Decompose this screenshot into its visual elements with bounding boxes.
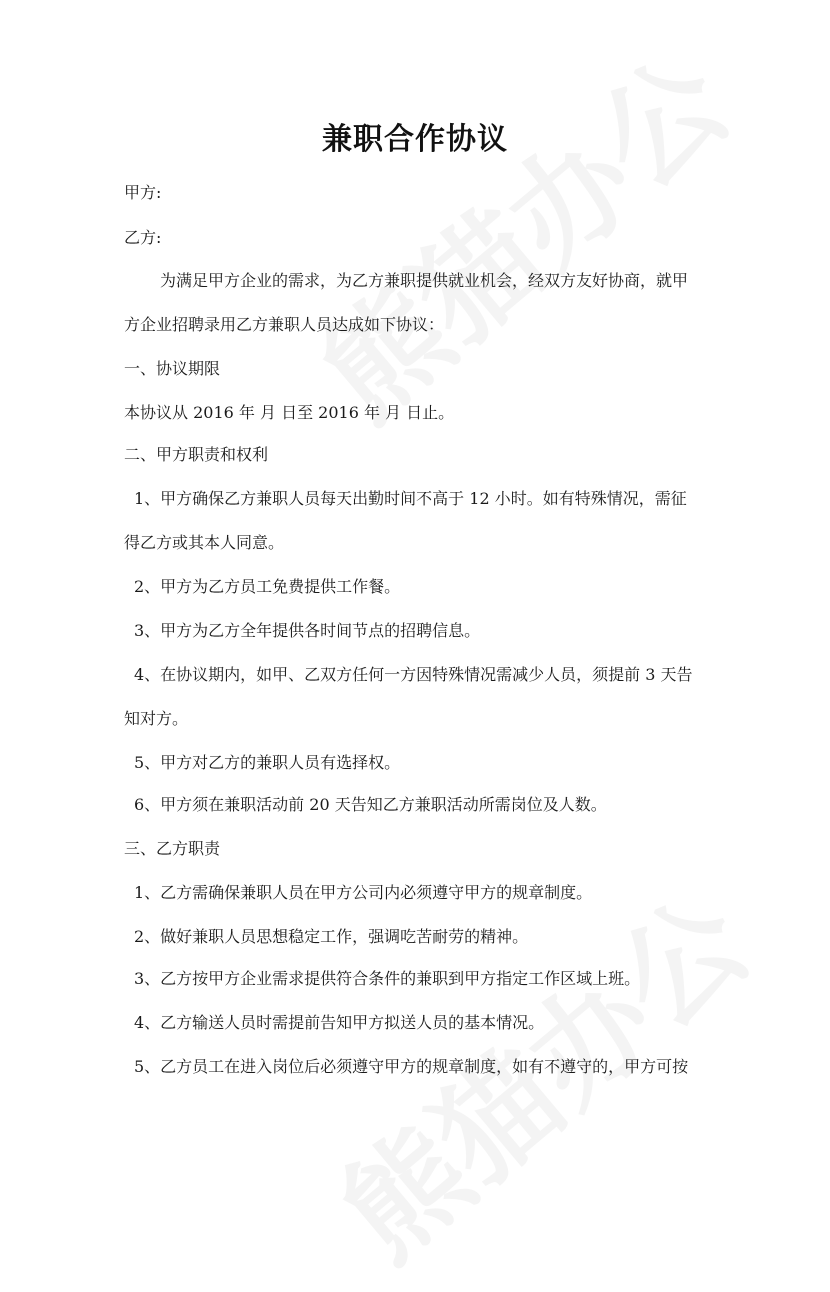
section-heading-1: 一、协议期限 xyxy=(124,359,221,378)
clause-line: 6、甲方须在兼职活动前 20 天告知乙方兼职活动所需岗位及人数。 xyxy=(134,795,607,814)
clause-line: 2、做好兼职人员思想稳定工作，强调吃苦耐劳的精神。 xyxy=(134,927,529,946)
clause-line: 3、乙方按甲方企业需求提供符合条件的兼职到甲方指定工作区域上班。 xyxy=(134,969,641,988)
intro-paragraph-line-1: 为满足甲方企业的需求，为乙方兼职提供就业机会，经双方友好协商，就甲 xyxy=(160,271,689,290)
party-b-label: 乙方: xyxy=(124,228,162,247)
clause-line: 3、甲方为乙方全年提供各时间节点的招聘信息。 xyxy=(134,621,481,640)
document-title: 兼职合作协议 xyxy=(322,122,508,157)
clause-line: 4、在协议期内，如甲、乙双方任何一方因特殊情况需减少人员，须提前 3 天告 xyxy=(134,665,693,684)
clause-line: 得乙方或其本人同意。 xyxy=(124,533,285,552)
section-heading-2: 二、甲方职责和权利 xyxy=(124,445,269,464)
intro-paragraph-line-2: 方企业招聘录用乙方兼职人员达成如下协议： xyxy=(124,315,445,334)
clause-line: 4、乙方输送人员时需提前告知甲方拟送人员的基本情况。 xyxy=(134,1013,545,1032)
party-a-label: 甲方: xyxy=(124,183,162,202)
agreement-term-line: 本协议从 2016 年 月 日至 2016 年 月 日止。 xyxy=(124,403,455,422)
clause-line: 1、乙方需确保兼职人员在甲方公司内必须遵守甲方的规章制度。 xyxy=(134,883,593,902)
clause-line: 5、乙方员工在进入岗位后必须遵守甲方的规章制度，如有不遵守的，甲方可按 xyxy=(134,1057,689,1076)
clause-line: 1、甲方确保乙方兼职人员每天出勤时间不高于 12 小时。如有特殊情况，需征 xyxy=(134,489,687,508)
clause-line: 知对方。 xyxy=(124,709,189,728)
clause-line: 5、甲方对乙方的兼职人员有选择权。 xyxy=(134,753,401,772)
clause-line: 2、甲方为乙方员工免费提供工作餐。 xyxy=(134,577,401,596)
section-heading-3: 三、乙方职责 xyxy=(124,839,221,858)
watermark xyxy=(280,11,758,451)
